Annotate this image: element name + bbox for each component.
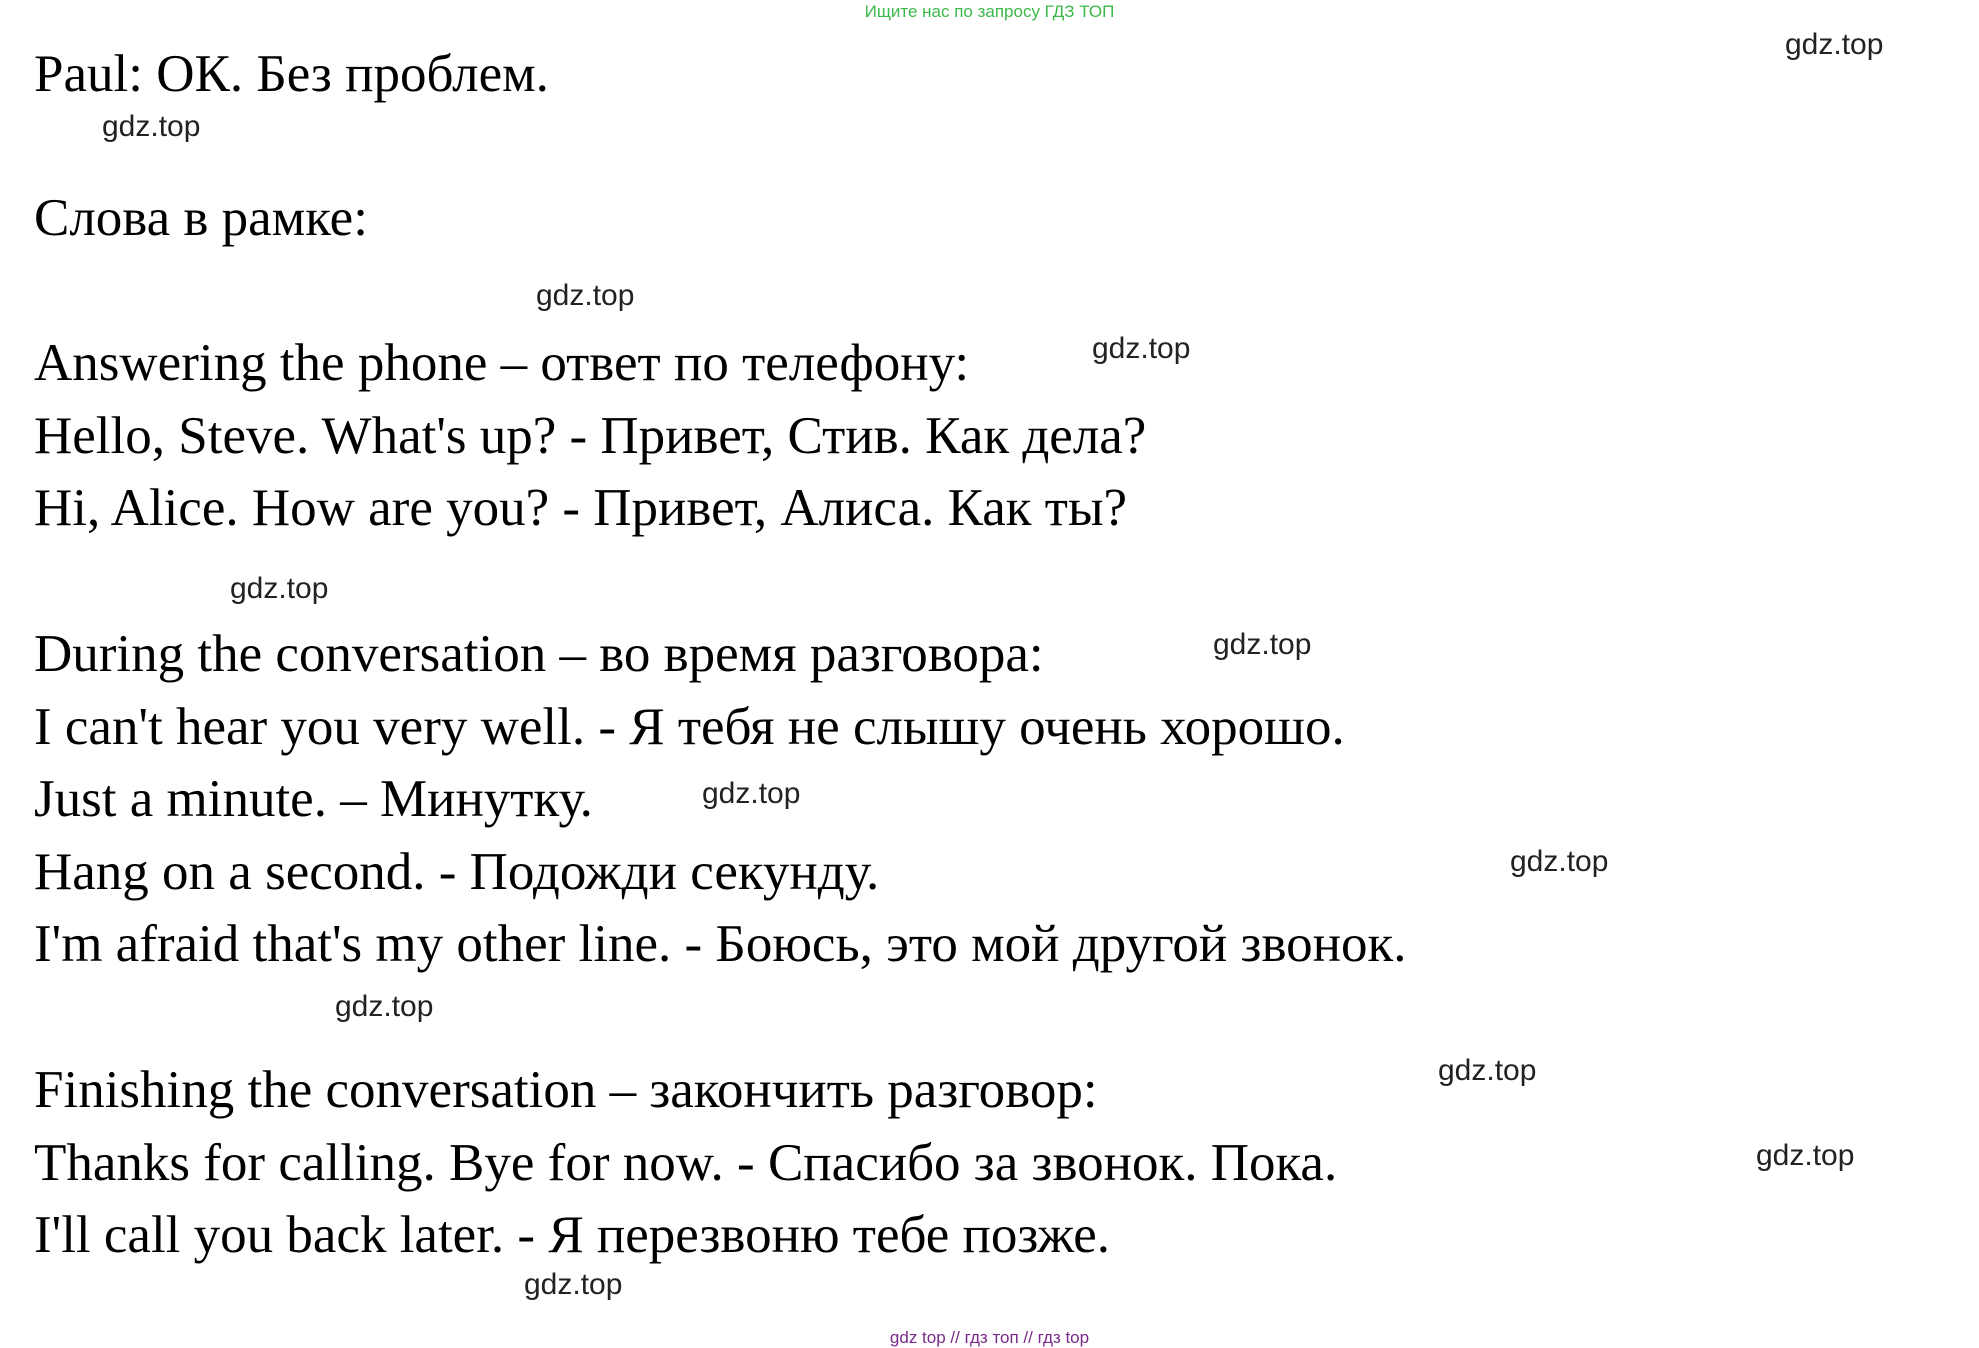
watermark: gdz.top (1785, 28, 1884, 61)
phrase-line: Thanks for calling. Bye for now. - Спасибо за звонок. Пока. (34, 1134, 1338, 1192)
watermark: gdz.top (1510, 845, 1609, 878)
watermark: gdz.top (1092, 332, 1191, 365)
phrase-line: Hello, Steve. What's up? - Привет, Стив. Как дела? (34, 407, 1147, 465)
dialogue-line-paul: Paul: ОК. Без проблем. (34, 45, 549, 103)
watermark: gdz.top (1213, 628, 1312, 661)
section-heading-during: During the conversation – во время разговора: (34, 625, 1044, 683)
section-heading-answering: Answering the phone – ответ по телефону: (34, 334, 970, 392)
box-words-heading: Слова в рамке: (34, 189, 368, 247)
watermark: gdz.top (524, 1268, 623, 1301)
watermark: gdz.top (230, 572, 329, 605)
watermark: gdz.top (1756, 1139, 1855, 1172)
section-heading-finishing: Finishing the conversation – закончить разговор: (34, 1061, 1098, 1119)
watermark: gdz.top (536, 279, 635, 312)
phrase-line: Just a minute. – Минутку. (34, 770, 593, 828)
watermark: gdz.top (1438, 1054, 1537, 1087)
watermark: gdz.top (102, 110, 201, 143)
phrase-line: I'm afraid that's my other line. - Боюсь, это мой другой звонок. (34, 915, 1407, 973)
watermark: gdz.top (702, 777, 801, 810)
footer-watermark: gdz top // гдз топ // гдз top (889, 1328, 1090, 1347)
phrase-line: I can't hear you very well. - Я тебя не слышу очень хорошо. (34, 698, 1345, 756)
phrase-line: I'll call you back later. - Я перезвоню тебе позже. (34, 1206, 1111, 1264)
top-banner: Ищите нас по запросу ГДЗ ТОП (864, 2, 1115, 21)
phrase-line: Hang on a second. - Подожди секунду. (34, 843, 880, 901)
watermark: gdz.top (335, 990, 434, 1023)
phrase-line: Hi, Alice. How are you? - Привет, Алиса. Как ты? (34, 479, 1128, 537)
